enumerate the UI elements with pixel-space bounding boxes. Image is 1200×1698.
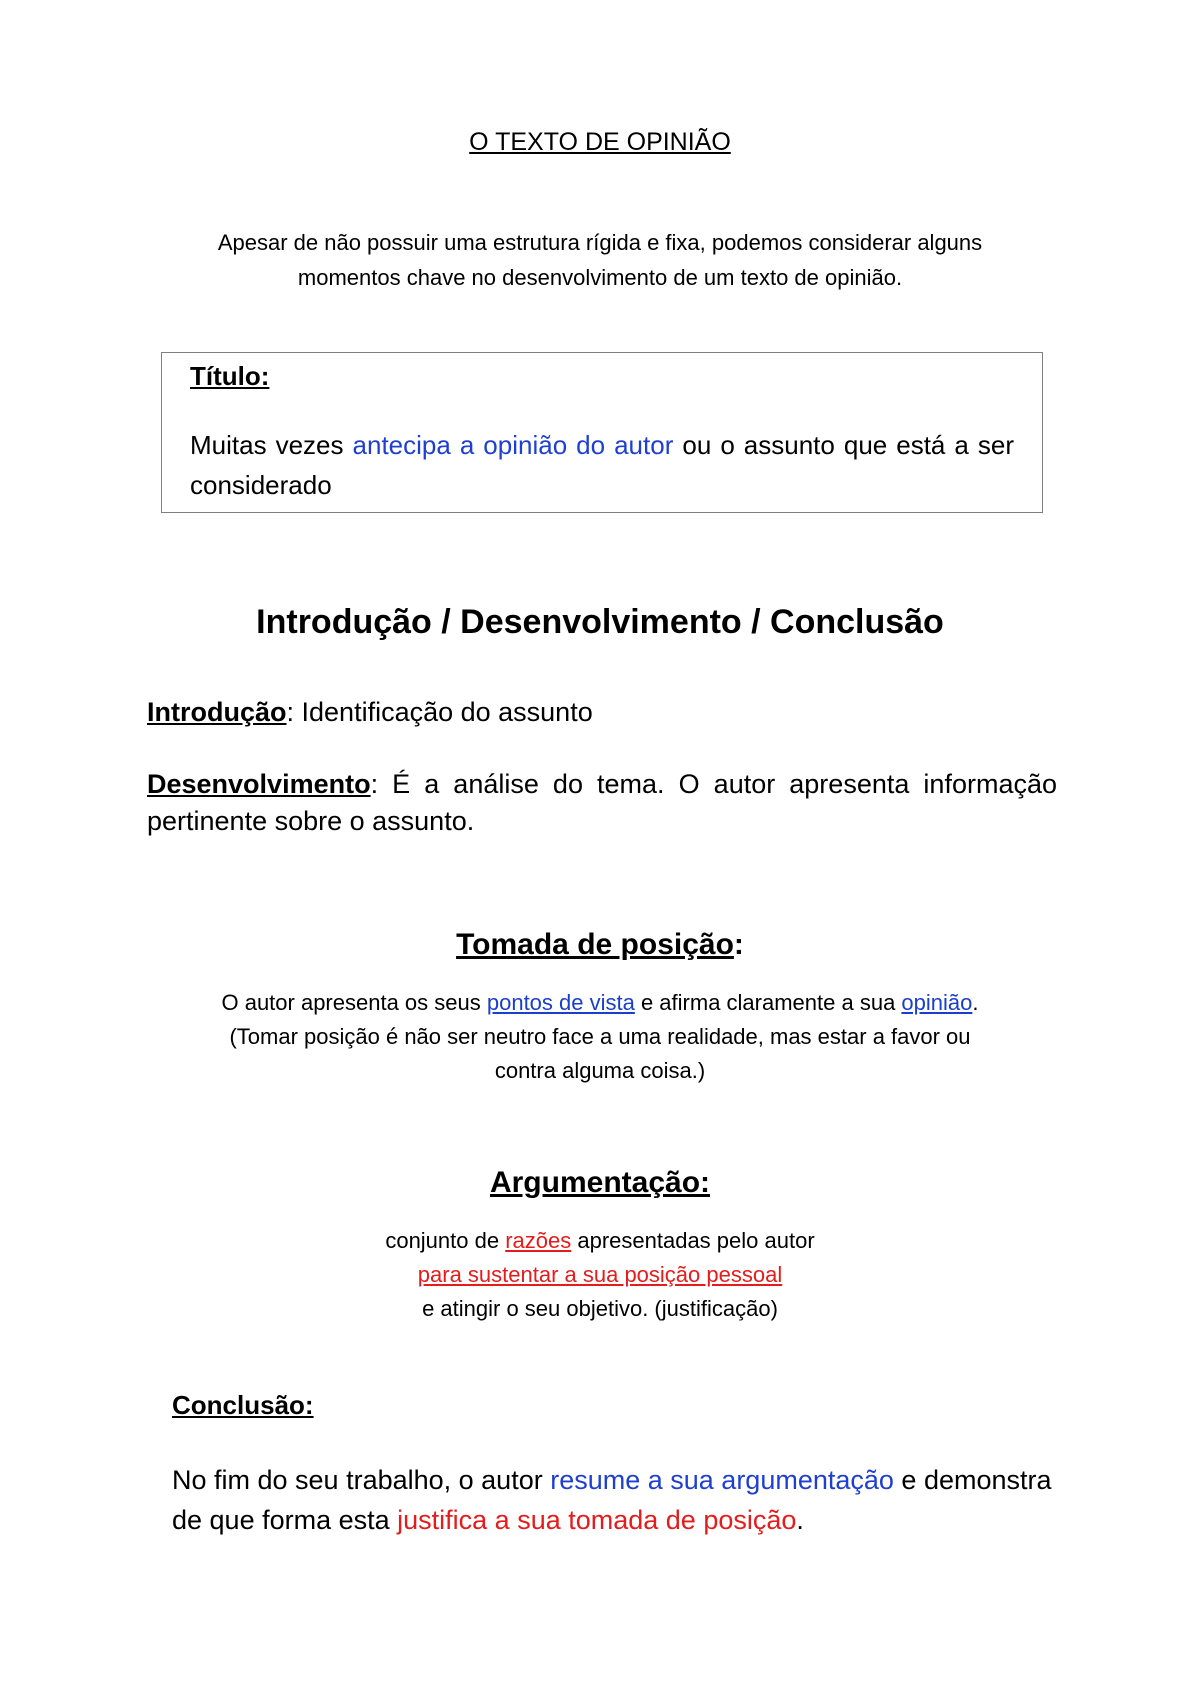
tomada-line-3: contra alguma coisa.) <box>494 1058 706 1083</box>
conclusao-highlight-1: resume a sua argumentação <box>550 1465 894 1495</box>
introducao-text: Identificação do assunto <box>294 697 593 727</box>
tomada-heading-label: Tomada de posição <box>456 928 734 961</box>
argumentacao-line-3: e atingir o seu objetivo. (justificação) <box>422 1296 778 1321</box>
desenvolvimento-colon: : <box>370 769 379 799</box>
titulo-box <box>161 352 1043 513</box>
conclusao-label: Conclusão: <box>172 1390 314 1420</box>
desenvolvimento-text: É a análise do tema. O autor apresenta informação pertinente sobre o assunto. <box>147 769 1057 836</box>
titulo-text <box>190 425 1014 505</box>
conclusao-text <box>172 1460 1052 1540</box>
introducao-colon: : <box>286 697 295 727</box>
titulo-text-after: ou o assunto que está a ser considerado <box>190 430 1014 500</box>
pontos-de-vista-link[interactable]: pontos de vista <box>486 990 635 1015</box>
tomada-heading-colon: : <box>733 928 744 961</box>
intro-paragraph <box>130 225 1070 295</box>
conclusao-text-3: . <box>796 1505 804 1535</box>
argumentacao-line1-before: conjunto de <box>385 1228 506 1253</box>
desenvolvimento-definition <box>147 766 1057 840</box>
tomada-line-2: (Tomar posição é não ser neutro face a uma realidade, mas estar a favor ou <box>229 1024 971 1049</box>
desenvolvimento-term: Desenvolvimento <box>147 769 371 799</box>
tomada-line1-end: . <box>972 990 979 1015</box>
document-title: O TEXTO DE OPINIÃO <box>469 128 731 156</box>
conclusao-text-1: No fim do seu trabalho, o autor <box>172 1465 551 1495</box>
intro-line-2: momentos chave no desenvolvimento de um texto de opinião. <box>297 265 903 290</box>
titulo-text-before: Muitas vezes <box>190 430 353 460</box>
structure-heading: Introdução / Desenvolvimento / Conclusão <box>256 603 944 641</box>
titulo-text-highlight: antecipa a opinião do autor <box>352 430 674 460</box>
argumentacao-heading-label: Argumentação: <box>489 1166 711 1199</box>
razoes-link[interactable]: razões <box>505 1228 572 1253</box>
conclusao-text-2: e demonstra de que forma esta <box>172 1465 1052 1535</box>
argumentacao-heading <box>0 1166 1200 1200</box>
opiniao-link[interactable]: opinião <box>901 990 973 1015</box>
sustentar-posicao-link[interactable]: para sustentar a sua posição pessoal <box>417 1262 783 1287</box>
argumentacao-line1-after: apresentadas pelo autor <box>571 1228 815 1253</box>
introducao-term: Introdução <box>147 697 287 727</box>
tomada-heading <box>0 928 1200 962</box>
tomada-paragraph <box>100 986 1100 1088</box>
introducao-definition <box>147 694 1057 731</box>
tomada-line1-middle: e afirma claramente a sua <box>634 990 902 1015</box>
titulo-label: Título: <box>190 361 270 391</box>
argumentacao-paragraph <box>100 1224 1100 1326</box>
conclusao-highlight-2: justifica a sua tomada de posição <box>397 1505 797 1535</box>
intro-line-1: Apesar de não possuir uma estrutura rígida e fixa, podemos considerar alguns <box>217 230 983 255</box>
tomada-line1-before: O autor apresenta os seus <box>221 990 487 1015</box>
